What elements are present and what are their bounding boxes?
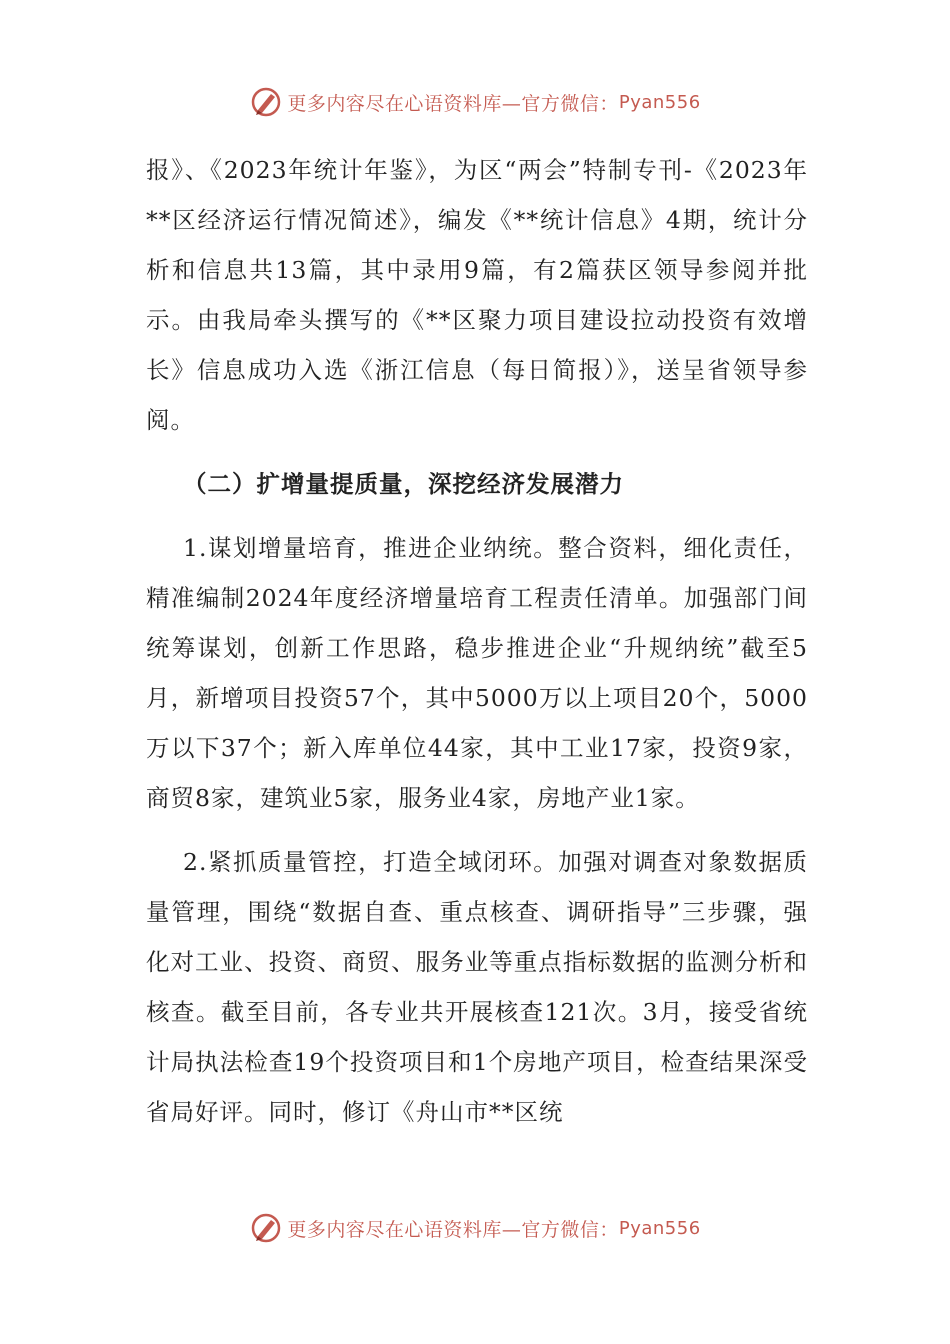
paragraph-enterprise-inclusion: 1.谋划增量培育，推进企业纳统。整合资料，细化责任，精准编制2024年度经济增量培育工程责任清单。加强部门间统筹谋划，创新工作思路，稳步推进企业“升规纳统”截至5月，新增项目投资57个，其中5000万以上项目20个，5000万以下37个；新入库单位44家，其中工业17家，投资9家，商贸8家，建筑业5家，服务业4家，房地产业1家。 xyxy=(146,534,808,812)
watermark-wechat-id: Pyan556 xyxy=(618,1217,701,1239)
pen-logo-icon xyxy=(249,85,283,119)
section-heading: （二）扩增量提质量，深挖经济发展潜力 xyxy=(183,470,624,498)
watermark-wechat-id: Pyan556 xyxy=(618,91,701,113)
watermark-text: 更多内容尽在心语资料库—官方微信： xyxy=(287,1218,619,1241)
document-body xyxy=(146,145,808,1151)
watermark-header xyxy=(0,82,950,122)
paragraph-statistics-publications: 报》、《2023年统计年鉴》，为区“两会”特制专刊-《2023年**区经济运行情况简述》，编发《**统计信息》4期，统计分析和信息共13篇，其中录用9篇，有2篇获区领导参阅并批示。由我局牵头撰写的《**区聚力项目建设拉动投资有效增长》信息成功入选《浙江信息（每日简报）》，送呈省领导参阅。 xyxy=(146,156,808,434)
watermark-footer xyxy=(0,1208,950,1248)
watermark-text: 更多内容尽在心语资料库—官方微信： xyxy=(287,92,619,115)
pen-logo-icon xyxy=(249,1211,283,1245)
paragraph-quality-control: 2.紧抓质量管控，打造全域闭环。加强对调查对象数据质量管理，围绕“数据自查、重点核查、调研指导”三步骤，强化对工业、投资、商贸、服务业等重点指标数据的监测分析和核查。截至目前，各专业共开展核查121次。3月，接受省统计局执法检查19个投资项目和1个房地产项目，检查结果深受省局好评。同时，修订《舟山市**区统 xyxy=(146,848,808,1126)
